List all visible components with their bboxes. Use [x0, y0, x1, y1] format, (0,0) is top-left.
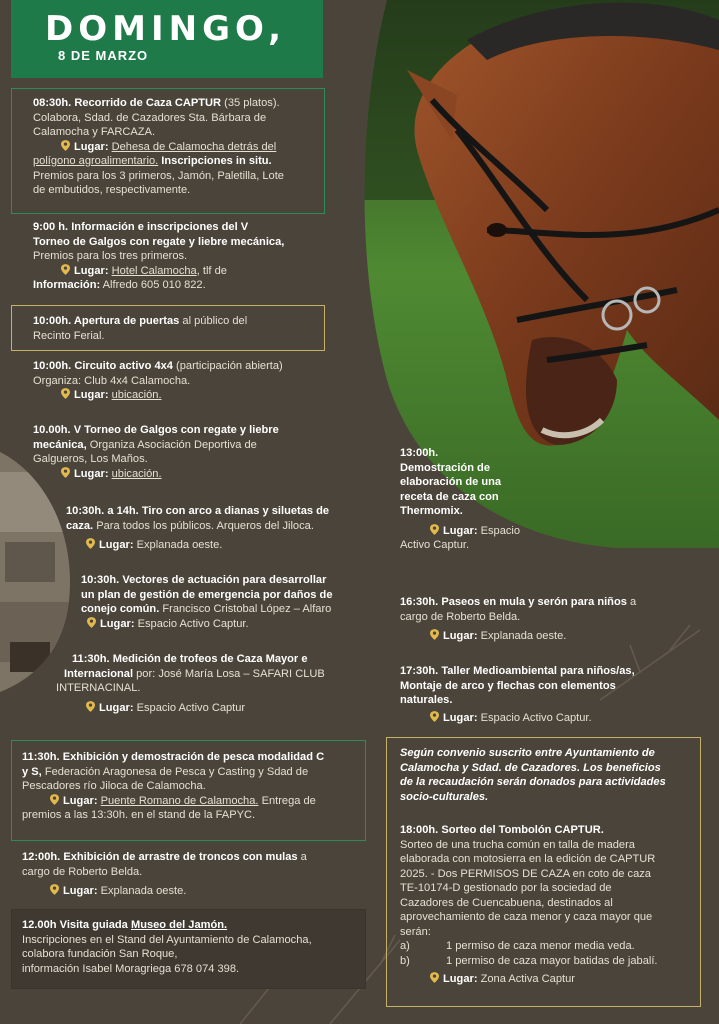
day-title: DOMINGO,	[45, 9, 287, 49]
event-vectores: 10:30h. Vectores de actuación para desarrollar un plan de gestión de emergencia por daños de conejo común. Francisco Cristobal López – Alfaro Lugar: Espacio Activo Captur.	[81, 574, 333, 630]
event-tiro-arco: 10:30h. a 14h. Tiro con arco a dianas y siluetas de caza. Para todos los públicos. Arqueros del Jiloca. Lugar: Explanada oeste.	[66, 505, 330, 551]
event-torneo-galgos: 10.00h. V Torneo de Galgos con regate y liebre mecánica, Organiza Asociación Deportiva de Galgueros, Los Maños. Lugar: ubicación.	[33, 424, 279, 480]
event-circuito-4x4: 10:00h. Circuito activo 4x4 (participación abierta) Organiza: Club 4x4 Calamocha. Lugar: ubicación.	[33, 360, 283, 401]
event-thermomix: 13:00h. Demostración de elaboración de una receta de caza con Thermomix. Lugar: Espacio Activo Captur.	[400, 447, 521, 551]
location-link[interactable]: ubicación.	[111, 389, 162, 401]
location-link[interactable]: Hotel Calamocha	[111, 264, 197, 277]
event-title: Recorrido de Caza CAPTUR	[74, 97, 222, 109]
event-taller: 17:30h. Taller Medioambiental para niños/as, Montaje de arco y flechas con elementos naturales. Lugar: Espacio Activo Captur.	[400, 665, 635, 724]
location-pin-icon	[86, 701, 95, 712]
event-trofeos: 11:30h. Medición de trofeos de Caza Mayor e Internacional por: José María Losa – SAFARI CLUB INTERNACINAL. Lugar: Espacio Activo Captur	[56, 653, 325, 714]
location-pin-icon	[87, 617, 96, 628]
location-link[interactable]: Dehesa de Calamocha detrás del	[111, 140, 277, 153]
event-info-galgos: 9:00 h. Información e inscripciones del V Torneo de Galgos con regate y liebre mecánica, Premios para los tres primeros. Lugar: Hotel Calamocha, tlf de Información: Alfredo 605 010 822.	[33, 221, 285, 291]
date-header	[11, 0, 323, 78]
location-pin-icon	[430, 629, 439, 640]
event-pesca: 11:30h. Exhibición y demostración de pesca modalidad C y S, Federación Aragonesa de Pesca y Casting y Sdad de Pescadores río Jiloca de Calamocha. Lugar: Puente Romano de Calamocha. Entrega de premios a las 13:30h. en el stand de la FAPYC.	[22, 751, 325, 821]
event-paseos-mula: 16:30h. Paseos en mula y serón para niños a cargo de Roberto Belda. Lugar: Explanada oeste.	[400, 596, 637, 642]
event-apertura: 10:00h. Apertura de puertas al público del Recinto Ferial.	[33, 315, 248, 342]
location-pin-icon	[430, 972, 439, 983]
location-pin-icon	[430, 711, 439, 722]
location-link[interactable]: ubicación.	[111, 467, 162, 480]
location-pin-icon	[61, 140, 70, 151]
event-sorteo: Según convenio suscrito entre Ayuntamiento de Calamocha y Sdad. de Cazadores. Los beneficios de la recaudación serán donados para actividades socio-culturales. 18:00h. Sorteo del Tombolón CAPTUR. Sorteo de una trucha común en talla de madera elaborada con motosierra en la edición de CAPTUR 2025. - Dos PERMISOS DE CAZA en coto de caza TE-10174-D gestionado por la sociedad de Cazadores de Cuencabuena, destinados al aprovechamiento de caza menor y caza mayor que serán: a) 1 permiso de caza menor media veda. b) 1 permiso de caza mayor batidas de jabalí. Lugar: Zona Activa Captur	[400, 747, 666, 985]
event-recorrido-caza: 08:30h. Recorrido de Caza CAPTUR (35 platos). Colabora, Sdad. de Cazadores Sta. Bárbara de Calamocha y FARCAZA. Lugar: Dehesa de Calamocha detrás del polígono agroalimentario. Inscripciones in situ. Premios para los 3 primeros, Jamón, Paletilla, Lote de embutidos, respectivamente.	[33, 97, 284, 196]
location-pin-icon	[50, 884, 59, 895]
event-museo-jamon: 12.00h Visita guiada Museo del Jamón. Inscripciones en el Stand del Ayuntamiento de Calamocha, colabora fundación San Roque, información Isabel Moragriega 678 074 398.	[22, 919, 312, 975]
location-pin-icon	[50, 794, 59, 805]
event-arrastre: 12:00h. Exhibición de arrastre de troncos con mulas a cargo de Roberto Belda. Lugar: Explanada oeste.	[22, 851, 307, 897]
location-link[interactable]: polígono agroalimentario.	[33, 155, 159, 167]
event-time: 08:30h.	[33, 97, 72, 109]
museo-link[interactable]: Museo del Jamón.	[130, 919, 228, 931]
location-pin-icon	[61, 388, 70, 399]
location-pin-icon	[61, 264, 70, 275]
date-subtitle: 8 DE MARZO	[58, 48, 149, 63]
location-pin-icon	[61, 467, 70, 478]
location-pin-icon	[430, 524, 439, 535]
location-link[interactable]: Puente Romano de Calamocha.	[100, 794, 259, 807]
location-pin-icon	[86, 538, 95, 549]
